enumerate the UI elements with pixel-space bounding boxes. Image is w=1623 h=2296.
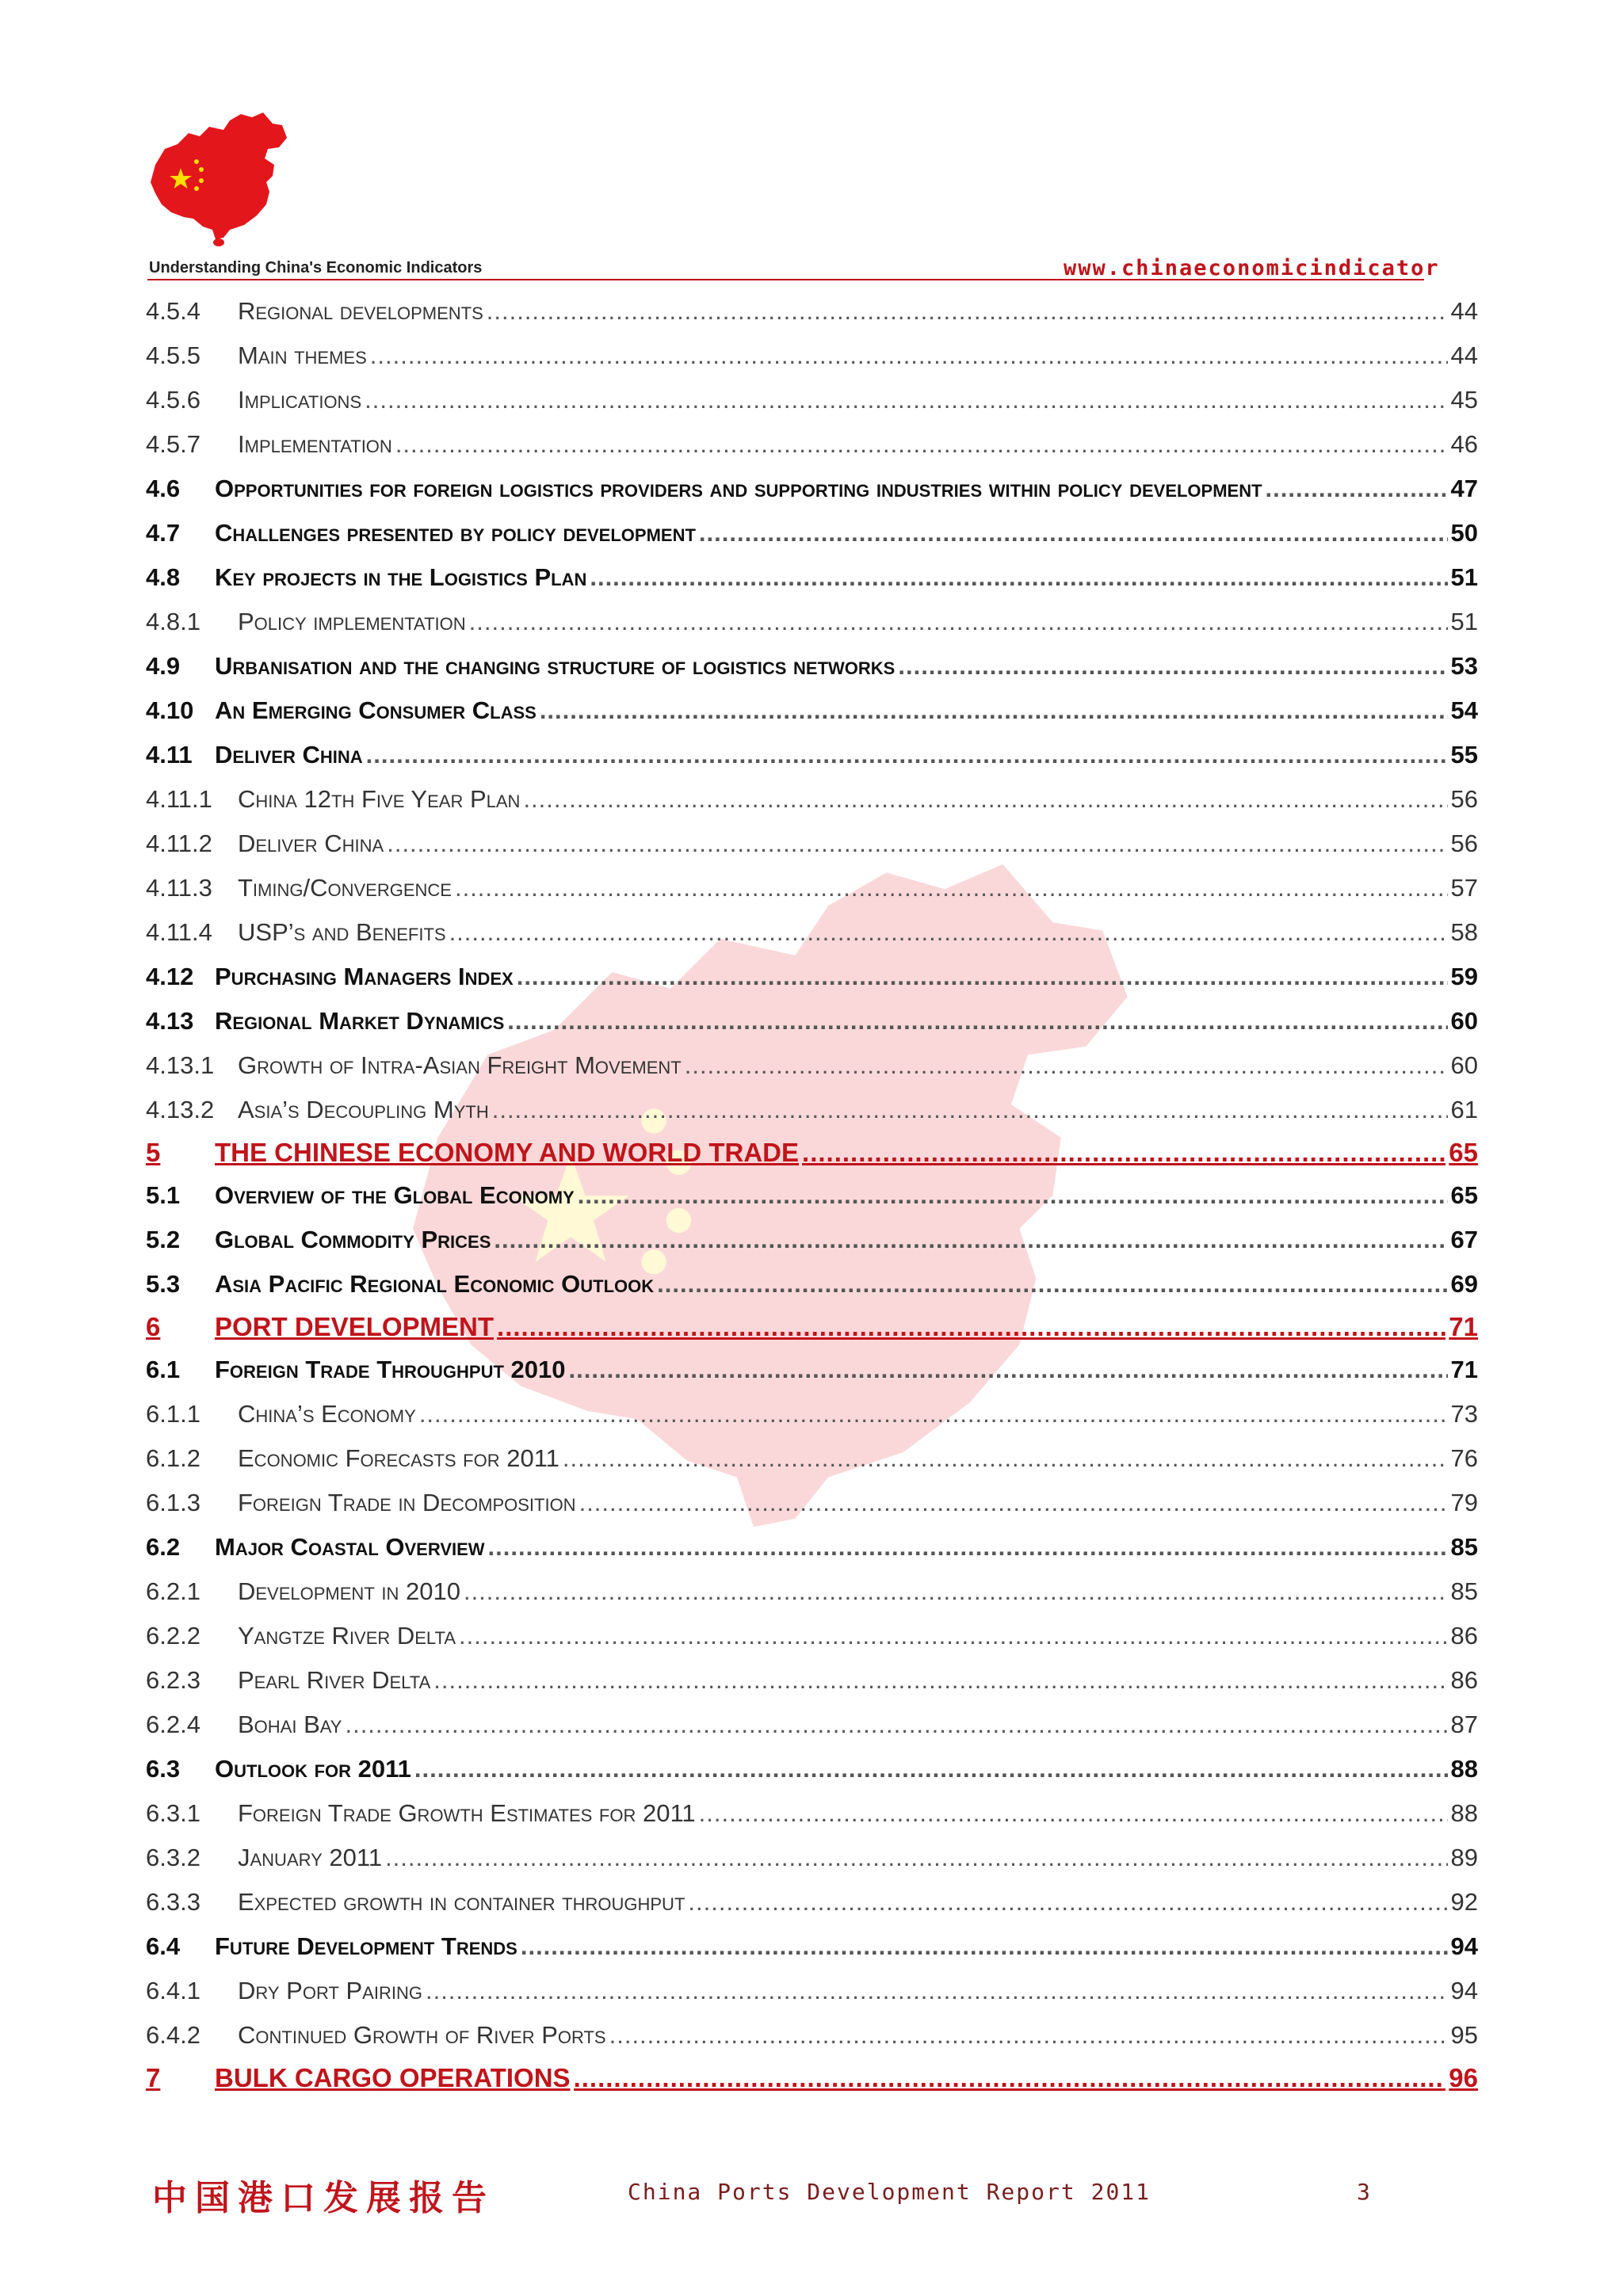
toc-entry-page: 56 (1450, 830, 1478, 857)
toc-entry-page: 59 (1450, 963, 1478, 990)
toc-dot-leader (469, 600, 1448, 644)
toc-entry-number: 4.5.5 (146, 341, 200, 369)
toc-entry-title: Regional developments (238, 297, 483, 325)
toc-entry-page: 65 (1449, 1138, 1478, 1167)
toc-entry-title: Opportunities for foreign logistics providers and supporting industries within policy development (215, 475, 1262, 502)
toc-entry-page: 58 (1450, 918, 1478, 946)
toc-dot-leader (590, 555, 1447, 600)
toc-entry-number: 4.11.2 (146, 830, 212, 857)
toc-entry-title: Main themes (238, 341, 367, 369)
table-of-contents (146, 289, 1478, 2099)
toc-entry[interactable] (146, 2013, 1478, 2058)
toc-dot-leader (578, 1173, 1448, 1218)
toc-dot-leader (459, 1614, 1448, 1658)
toc-entry-number: 4.8 (146, 563, 181, 591)
toc-dot-leader (385, 1836, 1447, 1880)
toc-entry-page: 85 (1450, 1577, 1478, 1605)
toc-entry-number: 4.12 (146, 963, 194, 990)
toc-entry-title: Major Coastal Overview (215, 1533, 485, 1561)
toc-entry-title: China’s Economy (238, 1400, 416, 1428)
toc-entry-number: 5.1 (146, 1181, 181, 1209)
toc-entry-page: 54 (1450, 696, 1478, 724)
toc-entry-number: 6.3 (146, 1755, 181, 1783)
toc-entry-title: Regional Market Dynamics (215, 1007, 505, 1035)
toc-dot-leader (657, 1262, 1447, 1306)
toc-dot-leader (685, 1043, 1448, 1088)
toc-dot-leader (802, 1132, 1445, 1173)
toc-entry-title: Foreign Trade Throughput 2010 (215, 1356, 566, 1383)
toc-entry-number: 6.3.3 (146, 1888, 200, 1916)
toc-dot-leader (426, 1969, 1448, 2013)
toc-entry-number: 7 (146, 2063, 161, 2092)
toc-entry[interactable] (146, 1348, 1478, 1392)
toc-entry-page: 51 (1450, 608, 1478, 635)
toc-entry-title: Key projects in the Logistics Plan (215, 563, 587, 591)
toc-entry-title: Pearl River Delta (238, 1666, 431, 1694)
toc-dot-leader (574, 2058, 1446, 2099)
toc-entry-page: 94 (1450, 1932, 1478, 1960)
toc-entry-number: 4.13 (146, 1007, 194, 1035)
toc-entry-page: 46 (1450, 430, 1478, 458)
toc-entry-number: 6.1 (146, 1356, 181, 1383)
toc-entry-number: 4.8.1 (146, 608, 200, 635)
toc-entry-title: Foreign Trade Growth Estimates for 2011 (238, 1799, 696, 1827)
toc-entry-title: Implications (238, 386, 362, 414)
toc-entry[interactable] (146, 1481, 1478, 1525)
toc-entry[interactable] (146, 1969, 1478, 2013)
toc-entry-number: 6.2.2 (146, 1622, 200, 1650)
toc-entry-number: 6.4.2 (146, 2021, 200, 2049)
toc-dot-leader (507, 999, 1447, 1043)
toc-entry-title: Future Development Trends (215, 1932, 517, 1960)
toc-entry-number: 4.13.2 (146, 1096, 215, 1123)
toc-entry-title: USP’s and Benefits (238, 918, 446, 946)
toc-entry-title: Policy implementation (238, 608, 466, 635)
toc-entry-number: 6.2 (146, 1533, 181, 1561)
toc-entry-page: 79 (1450, 1489, 1478, 1516)
toc-entry-page: 86 (1450, 1666, 1478, 1694)
toc-entry[interactable] (146, 1924, 1478, 1969)
toc-dot-leader (688, 1880, 1447, 1924)
toc-entry-number: 4.6 (146, 475, 181, 502)
toc-entry[interactable] (146, 1747, 1478, 1791)
toc-entry-title: Global Commodity Prices (215, 1226, 491, 1253)
toc-entry-page: 65 (1450, 1181, 1478, 1209)
toc-dot-leader (449, 910, 1448, 955)
toc-dot-leader (366, 733, 1448, 777)
toc-entry[interactable] (146, 1658, 1478, 1703)
toc-dot-leader (699, 1791, 1448, 1836)
toc-entry[interactable] (146, 1043, 1478, 1088)
toc-entry-title: Challenges presented by policy development (215, 519, 696, 547)
toc-entry-title: Timing/Convergence (238, 874, 452, 902)
toc-entry[interactable] (146, 1262, 1478, 1306)
toc-entry-number: 5 (146, 1138, 161, 1167)
toc-entry-page: 86 (1450, 1622, 1478, 1650)
toc-entry-number: 4.13.1 (146, 1051, 215, 1079)
toc-entry[interactable] (146, 866, 1478, 910)
toc-entry-page: 55 (1450, 741, 1478, 769)
toc-entry-page: 94 (1450, 1977, 1478, 2004)
toc-dot-leader (1266, 467, 1448, 511)
toc-entry-number: 6.1.1 (146, 1400, 200, 1428)
toc-entry-number: 4.9 (146, 652, 181, 680)
toc-entry-page: 60 (1450, 1051, 1478, 1079)
toc-dot-leader (699, 511, 1448, 555)
toc-entry-page: 69 (1450, 1270, 1478, 1298)
footer-report-title: China Ports Development Report 2011 (628, 2179, 1151, 2205)
toc-entry-title: January 2011 (238, 1844, 383, 1871)
footer-chinese-title: 中国港口发展报告 (152, 2178, 495, 2218)
toc-dot-leader (433, 1658, 1447, 1703)
toc-entry-number: 5.3 (146, 1270, 181, 1298)
toc-entry[interactable] (146, 378, 1478, 422)
toc-entry-page: 53 (1450, 652, 1478, 680)
toc-dot-leader (492, 1088, 1448, 1132)
toc-entry[interactable] (146, 1614, 1478, 1658)
toc-dot-leader (387, 822, 1447, 866)
toc-entry[interactable] (146, 1436, 1478, 1481)
toc-entry[interactable] (146, 1525, 1478, 1569)
header-divider (147, 279, 1424, 280)
toc-entry[interactable] (146, 822, 1478, 866)
toc-entry-number: 4.7 (146, 519, 181, 547)
toc-dot-leader (487, 289, 1448, 334)
toc-entry-title: BULK CARGO OPERATIONS (215, 2063, 571, 2092)
toc-entry[interactable] (146, 555, 1478, 600)
toc-entry-page: 71 (1449, 1312, 1478, 1341)
toc-entry[interactable] (146, 733, 1478, 777)
toc-entry-page: 61 (1450, 1096, 1478, 1123)
toc-entry-number: 6.4.1 (146, 1977, 200, 2004)
toc-entry-title: Development in 2010 (238, 1577, 460, 1605)
toc-entry-title: Implementation (238, 430, 392, 458)
toc-entry-number: 5.2 (146, 1226, 181, 1253)
toc-entry-page: 88 (1450, 1755, 1478, 1783)
toc-entry-page: 51 (1450, 563, 1478, 591)
toc-entry-number: 4.5.6 (146, 386, 200, 414)
toc-dot-leader (494, 1218, 1447, 1262)
toc-entry-title: Dry Port Pairing (238, 1977, 422, 2004)
toc-dot-leader (523, 777, 1447, 822)
toc-entry-title: Economic Forecasts for 2011 (238, 1444, 559, 1472)
toc-dot-leader (414, 1747, 1448, 1791)
toc-entry-number: 6.2.3 (146, 1666, 200, 1694)
toc-dot-leader (464, 1569, 1448, 1614)
toc-entry-page: 44 (1450, 297, 1478, 325)
toc-entry-number: 6.2.4 (146, 1711, 200, 1738)
toc-entry-number: 4.5.7 (146, 430, 200, 458)
toc-entry-page: 95 (1450, 2021, 1478, 2049)
toc-entry-page: 87 (1450, 1711, 1478, 1738)
toc-entry-number: 4.11.1 (146, 785, 212, 813)
toc-entry-number: 4.5.4 (146, 297, 200, 325)
toc-entry-title: Expected growth in container throughput (238, 1888, 685, 1916)
toc-dot-leader (488, 1525, 1448, 1569)
toc-entry-title: Asia’s Decoupling Myth (238, 1096, 489, 1123)
toc-entry[interactable] (146, 1569, 1478, 1614)
toc-entry-title: Yangtze River Delta (238, 1622, 456, 1650)
toc-entry-title: Growth of Intra-Asian Freight Movement (238, 1051, 682, 1079)
toc-entry-title: Urbanisation and the changing structure of logistics networks (215, 652, 896, 680)
toc-entry[interactable] (146, 644, 1478, 688)
toc-entry-title: Deliver China (215, 741, 363, 769)
toc-dot-leader (497, 1306, 1445, 1348)
toc-entry-page: 73 (1450, 1400, 1478, 1428)
toc-entry[interactable] (146, 1173, 1478, 1218)
toc-entry[interactable] (146, 1088, 1478, 1132)
toc-entry-page: 89 (1450, 1844, 1478, 1871)
toc-entry-page: 44 (1450, 341, 1478, 369)
toc-entry[interactable] (146, 422, 1478, 467)
toc-entry-title: Deliver China (238, 830, 384, 857)
toc-entry[interactable] (146, 910, 1478, 955)
toc-entry[interactable] (146, 688, 1478, 733)
toc-entry-page: 56 (1450, 785, 1478, 813)
toc-entry[interactable] (146, 1791, 1478, 1836)
toc-entry-title: Foreign Trade in Decomposition (238, 1489, 576, 1516)
toc-entry-page: 85 (1450, 1533, 1478, 1561)
toc-entry-page: 67 (1450, 1226, 1478, 1253)
toc-entry-page: 71 (1450, 1356, 1478, 1383)
toc-entry[interactable] (146, 777, 1478, 822)
toc-entry[interactable] (146, 511, 1478, 555)
toc-entry[interactable] (146, 467, 1478, 511)
toc-entry-title: PORT DEVELOPMENT (215, 1312, 495, 1341)
toc-entry-number: 6.1.2 (146, 1444, 200, 1472)
toc-dot-leader (569, 1348, 1448, 1392)
toc-entry-title: Outlook for 2011 (215, 1755, 411, 1783)
toc-entry-title: THE CHINESE ECONOMY AND WORLD TRADE (215, 1138, 800, 1167)
toc-entry-number: 4.10 (146, 696, 194, 724)
toc-dot-leader (521, 1924, 1448, 1969)
toc-dot-leader (898, 644, 1447, 688)
toc-entry[interactable] (146, 999, 1478, 1043)
toc-entry-title: China 12th Five Year Plan (238, 785, 521, 813)
toc-entry[interactable] (146, 1132, 1478, 1173)
website-link[interactable]: www.chinaeconomicindicator (1064, 256, 1440, 280)
toc-dot-leader (365, 378, 1447, 422)
toc-entry[interactable] (146, 1392, 1478, 1436)
toc-entry[interactable] (146, 1218, 1478, 1262)
toc-entry-number: 6.4 (146, 1932, 181, 1960)
toc-dot-leader (395, 422, 1448, 467)
toc-entry-title: An Emerging Consumer Class (215, 696, 537, 724)
toc-entry-number: 4.11.4 (146, 918, 212, 946)
toc-entry-title: Asia Pacific Regional Economic Outlook (215, 1270, 655, 1298)
toc-entry-page: 60 (1450, 1007, 1478, 1035)
toc-entry-title: Purchasing Managers Index (215, 963, 514, 990)
toc-entry-title: Bohai Bay (238, 1711, 342, 1738)
toc-entry-title: Overview of the Global Economy (215, 1181, 575, 1209)
toc-entry-page: 57 (1450, 874, 1478, 902)
toc-dot-leader (579, 1481, 1448, 1525)
toc-entry-page: 76 (1450, 1444, 1478, 1472)
toc-dot-leader (370, 334, 1448, 378)
toc-entry[interactable] (146, 955, 1478, 999)
toc-dot-leader (540, 688, 1448, 733)
toc-entry[interactable] (146, 600, 1478, 644)
toc-entry[interactable] (146, 1703, 1478, 1747)
toc-dot-leader (419, 1392, 1448, 1436)
toc-entry-page: 96 (1449, 2063, 1478, 2092)
toc-entry-number: 6.2.1 (146, 1577, 200, 1605)
toc-entry[interactable] (146, 1880, 1478, 1924)
toc-entry[interactable] (146, 334, 1478, 378)
toc-entry-number: 6.3.1 (146, 1799, 200, 1827)
toc-dot-leader (517, 955, 1448, 999)
toc-entry-number: 6 (146, 1312, 161, 1341)
toc-entry[interactable] (146, 289, 1478, 334)
toc-entry-number: 6.3.2 (146, 1844, 200, 1871)
china-map-logo (147, 109, 311, 249)
toc-entry-page: 47 (1450, 475, 1478, 502)
toc-entry-number: 4.11 (146, 741, 193, 769)
toc-dot-leader (455, 866, 1448, 910)
toc-entry-page: 92 (1450, 1888, 1478, 1916)
toc-entry-page: 50 (1450, 519, 1478, 547)
toc-dot-leader (345, 1703, 1447, 1747)
page-number: 3 (1357, 2179, 1370, 2205)
logo-caption: Understanding China's Economic Indicators (149, 259, 483, 277)
toc-entry-number: 4.11.3 (146, 874, 212, 902)
toc-entry-page: 45 (1450, 386, 1478, 414)
toc-entry[interactable] (146, 2058, 1478, 2099)
toc-entry-title: Continued Growth of River Ports (238, 2021, 606, 2049)
toc-entry[interactable] (146, 1306, 1478, 1348)
toc-dot-leader (563, 1436, 1448, 1481)
toc-entry-page: 88 (1450, 1799, 1478, 1827)
toc-dot-leader (609, 2013, 1448, 2058)
toc-entry[interactable] (146, 1836, 1478, 1880)
toc-entry-number: 6.1.3 (146, 1489, 200, 1516)
